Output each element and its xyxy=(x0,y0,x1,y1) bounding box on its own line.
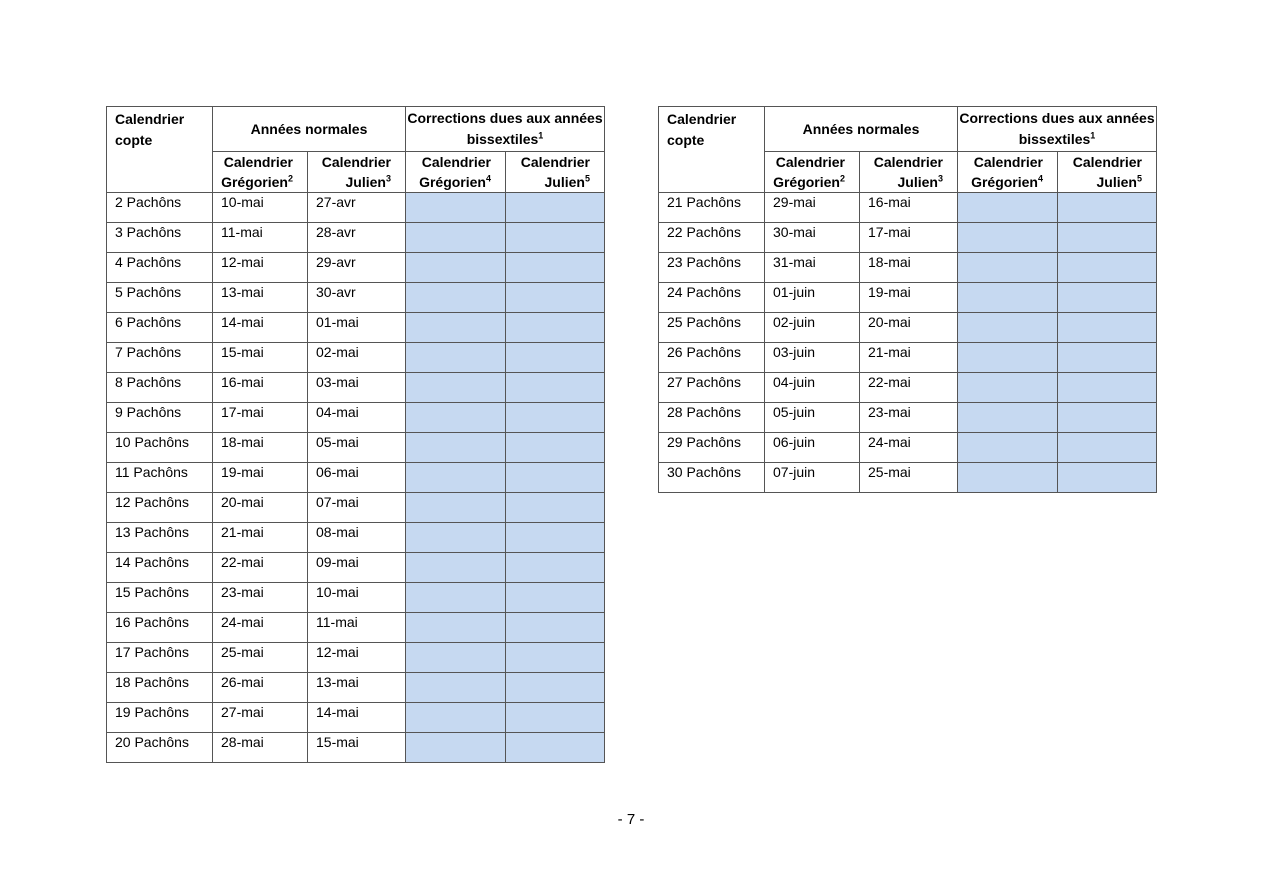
cell-gregorian: 07-juin xyxy=(765,463,860,493)
cell-coptic: 6 Pachôns xyxy=(107,313,213,343)
cell-julian: 20-mai xyxy=(860,313,958,343)
header-corr-julian xyxy=(1058,152,1157,193)
cell-gregorian: 15-mai xyxy=(213,343,308,373)
calendar-table-right xyxy=(658,106,1157,493)
header-corrections-label: Corrections dues aux années bissextiles xyxy=(407,110,603,147)
cell-corr-julian xyxy=(506,673,605,703)
cell-corr-gregorian xyxy=(406,313,506,343)
cell-corr-gregorian xyxy=(958,283,1058,313)
cell-corr-julian xyxy=(506,553,605,583)
cell-gregorian: 20-mai xyxy=(213,493,308,523)
cell-julian: 14-mai xyxy=(308,703,406,733)
cell-corr-gregorian xyxy=(406,253,506,283)
cell-corr-gregorian xyxy=(958,463,1058,493)
cell-gregorian: 06-juin xyxy=(765,433,860,463)
cell-gregorian: 30-mai xyxy=(765,223,860,253)
footnote-ref: 2 xyxy=(287,173,293,184)
table-row xyxy=(107,223,605,253)
cell-corr-julian xyxy=(1058,193,1157,223)
table-row xyxy=(107,703,605,733)
cell-gregorian: 19-mai xyxy=(213,463,308,493)
cell-coptic: 8 Pachôns xyxy=(107,373,213,403)
cell-julian: 16-mai xyxy=(860,193,958,223)
cell-julian: 05-mai xyxy=(308,433,406,463)
cell-corr-julian xyxy=(1058,223,1157,253)
page-number: - 7 - xyxy=(617,811,645,828)
cell-corr-julian xyxy=(1058,283,1157,313)
cell-julian: 06-mai xyxy=(308,463,406,493)
cell-coptic: 20 Pachôns xyxy=(107,733,213,763)
header-corrections xyxy=(406,107,605,152)
header-corr-julian-label: Calendrier Julien xyxy=(520,154,590,190)
cell-coptic: 11 Pachôns xyxy=(107,463,213,493)
cell-corr-julian xyxy=(506,733,605,763)
cell-gregorian: 17-mai xyxy=(213,403,308,433)
cell-coptic: 30 Pachôns xyxy=(659,463,765,493)
cell-coptic: 13 Pachôns xyxy=(107,523,213,553)
table-row xyxy=(659,433,1157,463)
cell-corr-gregorian xyxy=(406,523,506,553)
cell-coptic: 23 Pachôns xyxy=(659,253,765,283)
cell-gregorian: 24-mai xyxy=(213,613,308,643)
cell-julian: 25-mai xyxy=(860,463,958,493)
header-gregorian-label: Calendrier Grégorien xyxy=(221,154,293,190)
header-julian xyxy=(308,152,406,193)
cell-gregorian: 31-mai xyxy=(765,253,860,283)
table-row xyxy=(107,463,605,493)
header-normal-years: Années normales xyxy=(765,107,958,152)
cell-corr-julian xyxy=(506,313,605,343)
cell-corr-gregorian xyxy=(406,673,506,703)
header-coptic: Calendrier copte xyxy=(659,107,765,193)
cell-gregorian: 11-mai xyxy=(213,223,308,253)
cell-corr-julian xyxy=(1058,403,1157,433)
header-corrections xyxy=(958,107,1157,152)
header-corr-gregorian-label: Calendrier Grégorien xyxy=(419,154,491,190)
header-corr-gregorian xyxy=(406,152,506,193)
table-row xyxy=(659,463,1157,493)
cell-gregorian: 12-mai xyxy=(213,253,308,283)
cell-corr-julian xyxy=(506,463,605,493)
cell-gregorian: 21-mai xyxy=(213,523,308,553)
cell-corr-julian xyxy=(506,613,605,643)
cell-julian: 27-avr xyxy=(308,193,406,223)
table-row xyxy=(107,643,605,673)
table-row xyxy=(107,313,605,343)
table-row xyxy=(659,403,1157,433)
cell-corr-gregorian xyxy=(406,703,506,733)
cell-coptic: 12 Pachôns xyxy=(107,493,213,523)
cell-corr-julian xyxy=(506,253,605,283)
header-corr-julian xyxy=(506,152,605,193)
table-row xyxy=(659,343,1157,373)
cell-julian: 10-mai xyxy=(308,583,406,613)
cell-coptic: 14 Pachôns xyxy=(107,553,213,583)
cell-coptic: 15 Pachôns xyxy=(107,583,213,613)
table-row xyxy=(659,193,1157,223)
cell-corr-gregorian xyxy=(958,373,1058,403)
cell-julian: 07-mai xyxy=(308,493,406,523)
cell-corr-julian xyxy=(1058,463,1157,493)
header-julian-label: Calendrier Julien xyxy=(873,154,943,190)
table-row xyxy=(107,373,605,403)
header-gregorian xyxy=(765,152,860,193)
footnote-ref: 3 xyxy=(385,173,391,184)
cell-coptic: 21 Pachôns xyxy=(659,193,765,223)
cell-corr-gregorian xyxy=(406,433,506,463)
cell-coptic: 16 Pachôns xyxy=(107,613,213,643)
table-row xyxy=(107,193,605,223)
table-row xyxy=(659,283,1157,313)
cell-julian: 24-mai xyxy=(860,433,958,463)
cell-julian: 04-mai xyxy=(308,403,406,433)
cell-gregorian: 23-mai xyxy=(213,583,308,613)
cell-corr-julian xyxy=(506,373,605,403)
cell-corr-gregorian xyxy=(406,283,506,313)
cell-gregorian: 13-mai xyxy=(213,283,308,313)
cell-coptic: 22 Pachôns xyxy=(659,223,765,253)
footnote-ref: 2 xyxy=(839,173,845,184)
cell-coptic: 27 Pachôns xyxy=(659,373,765,403)
header-julian-label: Calendrier Julien xyxy=(321,154,391,190)
cell-julian: 13-mai xyxy=(308,673,406,703)
table-row xyxy=(107,343,605,373)
cell-corr-julian xyxy=(506,193,605,223)
cell-corr-gregorian xyxy=(406,403,506,433)
header-coptic: Calendrier copte xyxy=(107,107,213,193)
cell-coptic: 2 Pachôns xyxy=(107,193,213,223)
cell-gregorian: 22-mai xyxy=(213,553,308,583)
cell-corr-julian xyxy=(506,223,605,253)
header-julian xyxy=(860,152,958,193)
cell-coptic: 3 Pachôns xyxy=(107,223,213,253)
header-gregorian-label: Calendrier Grégorien xyxy=(773,154,845,190)
cell-corr-gregorian xyxy=(406,463,506,493)
table-row xyxy=(107,403,605,433)
header-corrections-label: Corrections dues aux années bissextiles xyxy=(959,110,1155,147)
footnote-ref: 5 xyxy=(584,173,590,184)
cell-corr-gregorian xyxy=(958,253,1058,283)
footnote-ref: 1 xyxy=(538,130,544,141)
table-row xyxy=(107,673,605,703)
cell-julian: 15-mai xyxy=(308,733,406,763)
cell-corr-gregorian xyxy=(406,343,506,373)
cell-corr-julian xyxy=(506,643,605,673)
table-row xyxy=(107,523,605,553)
table-row xyxy=(107,553,605,583)
footnote-ref: 4 xyxy=(1037,173,1043,184)
cell-corr-julian xyxy=(506,403,605,433)
cell-gregorian: 03-juin xyxy=(765,343,860,373)
cell-coptic: 26 Pachôns xyxy=(659,343,765,373)
table-row xyxy=(659,223,1157,253)
cell-coptic: 25 Pachôns xyxy=(659,313,765,343)
cell-julian: 23-mai xyxy=(860,403,958,433)
table-row xyxy=(107,283,605,313)
footnote-ref: 5 xyxy=(1136,173,1142,184)
cell-coptic: 24 Pachôns xyxy=(659,283,765,313)
cell-corr-gregorian xyxy=(406,373,506,403)
cell-corr-gregorian xyxy=(406,643,506,673)
table-row xyxy=(107,433,605,463)
cell-corr-gregorian xyxy=(958,313,1058,343)
cell-corr-julian xyxy=(506,583,605,613)
cell-corr-gregorian xyxy=(406,193,506,223)
header-corr-julian-label: Calendrier Julien xyxy=(1072,154,1142,190)
cell-coptic: 18 Pachôns xyxy=(107,673,213,703)
cell-gregorian: 26-mai xyxy=(213,673,308,703)
cell-corr-gregorian xyxy=(406,583,506,613)
cell-gregorian: 27-mai xyxy=(213,703,308,733)
footnote-ref: 1 xyxy=(1090,130,1096,141)
cell-gregorian: 28-mai xyxy=(213,733,308,763)
cell-gregorian: 16-mai xyxy=(213,373,308,403)
cell-corr-julian xyxy=(506,343,605,373)
cell-coptic: 5 Pachôns xyxy=(107,283,213,313)
table-row xyxy=(659,253,1157,283)
cell-coptic: 19 Pachôns xyxy=(107,703,213,733)
cell-corr-julian xyxy=(1058,253,1157,283)
cell-corr-julian xyxy=(1058,433,1157,463)
cell-corr-gregorian xyxy=(958,433,1058,463)
cell-coptic: 29 Pachôns xyxy=(659,433,765,463)
header-gregorian xyxy=(213,152,308,193)
cell-coptic: 7 Pachôns xyxy=(107,343,213,373)
cell-gregorian: 02-juin xyxy=(765,313,860,343)
cell-julian: 21-mai xyxy=(860,343,958,373)
cell-corr-gregorian xyxy=(406,493,506,523)
header-corr-gregorian xyxy=(958,152,1058,193)
cell-gregorian: 05-juin xyxy=(765,403,860,433)
cell-julian: 12-mai xyxy=(308,643,406,673)
header-normal-years: Années normales xyxy=(213,107,406,152)
cell-corr-julian xyxy=(506,283,605,313)
cell-gregorian: 10-mai xyxy=(213,193,308,223)
table-row xyxy=(107,253,605,283)
cell-corr-gregorian xyxy=(406,223,506,253)
cell-corr-julian xyxy=(1058,373,1157,403)
cell-julian: 11-mai xyxy=(308,613,406,643)
table-row xyxy=(107,493,605,523)
cell-julian: 29-avr xyxy=(308,253,406,283)
header-corr-gregorian-label: Calendrier Grégorien xyxy=(971,154,1043,190)
cell-corr-gregorian xyxy=(406,613,506,643)
cell-gregorian: 25-mai xyxy=(213,643,308,673)
cell-corr-gregorian xyxy=(958,343,1058,373)
footnote-ref: 4 xyxy=(485,173,491,184)
cell-julian: 01-mai xyxy=(308,313,406,343)
cell-corr-julian xyxy=(506,433,605,463)
cell-corr-julian xyxy=(1058,313,1157,343)
cell-julian: 17-mai xyxy=(860,223,958,253)
cell-gregorian: 01-juin xyxy=(765,283,860,313)
cell-julian: 30-avr xyxy=(308,283,406,313)
cell-corr-julian xyxy=(506,703,605,733)
table-row xyxy=(659,373,1157,403)
cell-julian: 18-mai xyxy=(860,253,958,283)
table-row xyxy=(659,313,1157,343)
cell-gregorian: 14-mai xyxy=(213,313,308,343)
footnote-ref: 3 xyxy=(937,173,943,184)
cell-corr-gregorian xyxy=(958,403,1058,433)
cell-julian: 19-mai xyxy=(860,283,958,313)
cell-gregorian: 29-mai xyxy=(765,193,860,223)
cell-corr-gregorian xyxy=(406,733,506,763)
cell-gregorian: 18-mai xyxy=(213,433,308,463)
cell-julian: 03-mai xyxy=(308,373,406,403)
table-row xyxy=(107,613,605,643)
cell-gregorian: 04-juin xyxy=(765,373,860,403)
table-row xyxy=(107,583,605,613)
cell-coptic: 9 Pachôns xyxy=(107,403,213,433)
calendar-table-left xyxy=(106,106,605,763)
cell-coptic: 17 Pachôns xyxy=(107,643,213,673)
cell-julian: 02-mai xyxy=(308,343,406,373)
cell-corr-julian xyxy=(506,493,605,523)
cell-corr-gregorian xyxy=(958,193,1058,223)
cell-coptic: 4 Pachôns xyxy=(107,253,213,283)
cell-coptic: 10 Pachôns xyxy=(107,433,213,463)
cell-julian: 08-mai xyxy=(308,523,406,553)
cell-corr-gregorian xyxy=(958,223,1058,253)
table-row xyxy=(107,733,605,763)
cell-julian: 28-avr xyxy=(308,223,406,253)
cell-julian: 09-mai xyxy=(308,553,406,583)
cell-corr-julian xyxy=(1058,343,1157,373)
cell-corr-julian xyxy=(506,523,605,553)
cell-coptic: 28 Pachôns xyxy=(659,403,765,433)
cell-julian: 22-mai xyxy=(860,373,958,403)
cell-corr-gregorian xyxy=(406,553,506,583)
